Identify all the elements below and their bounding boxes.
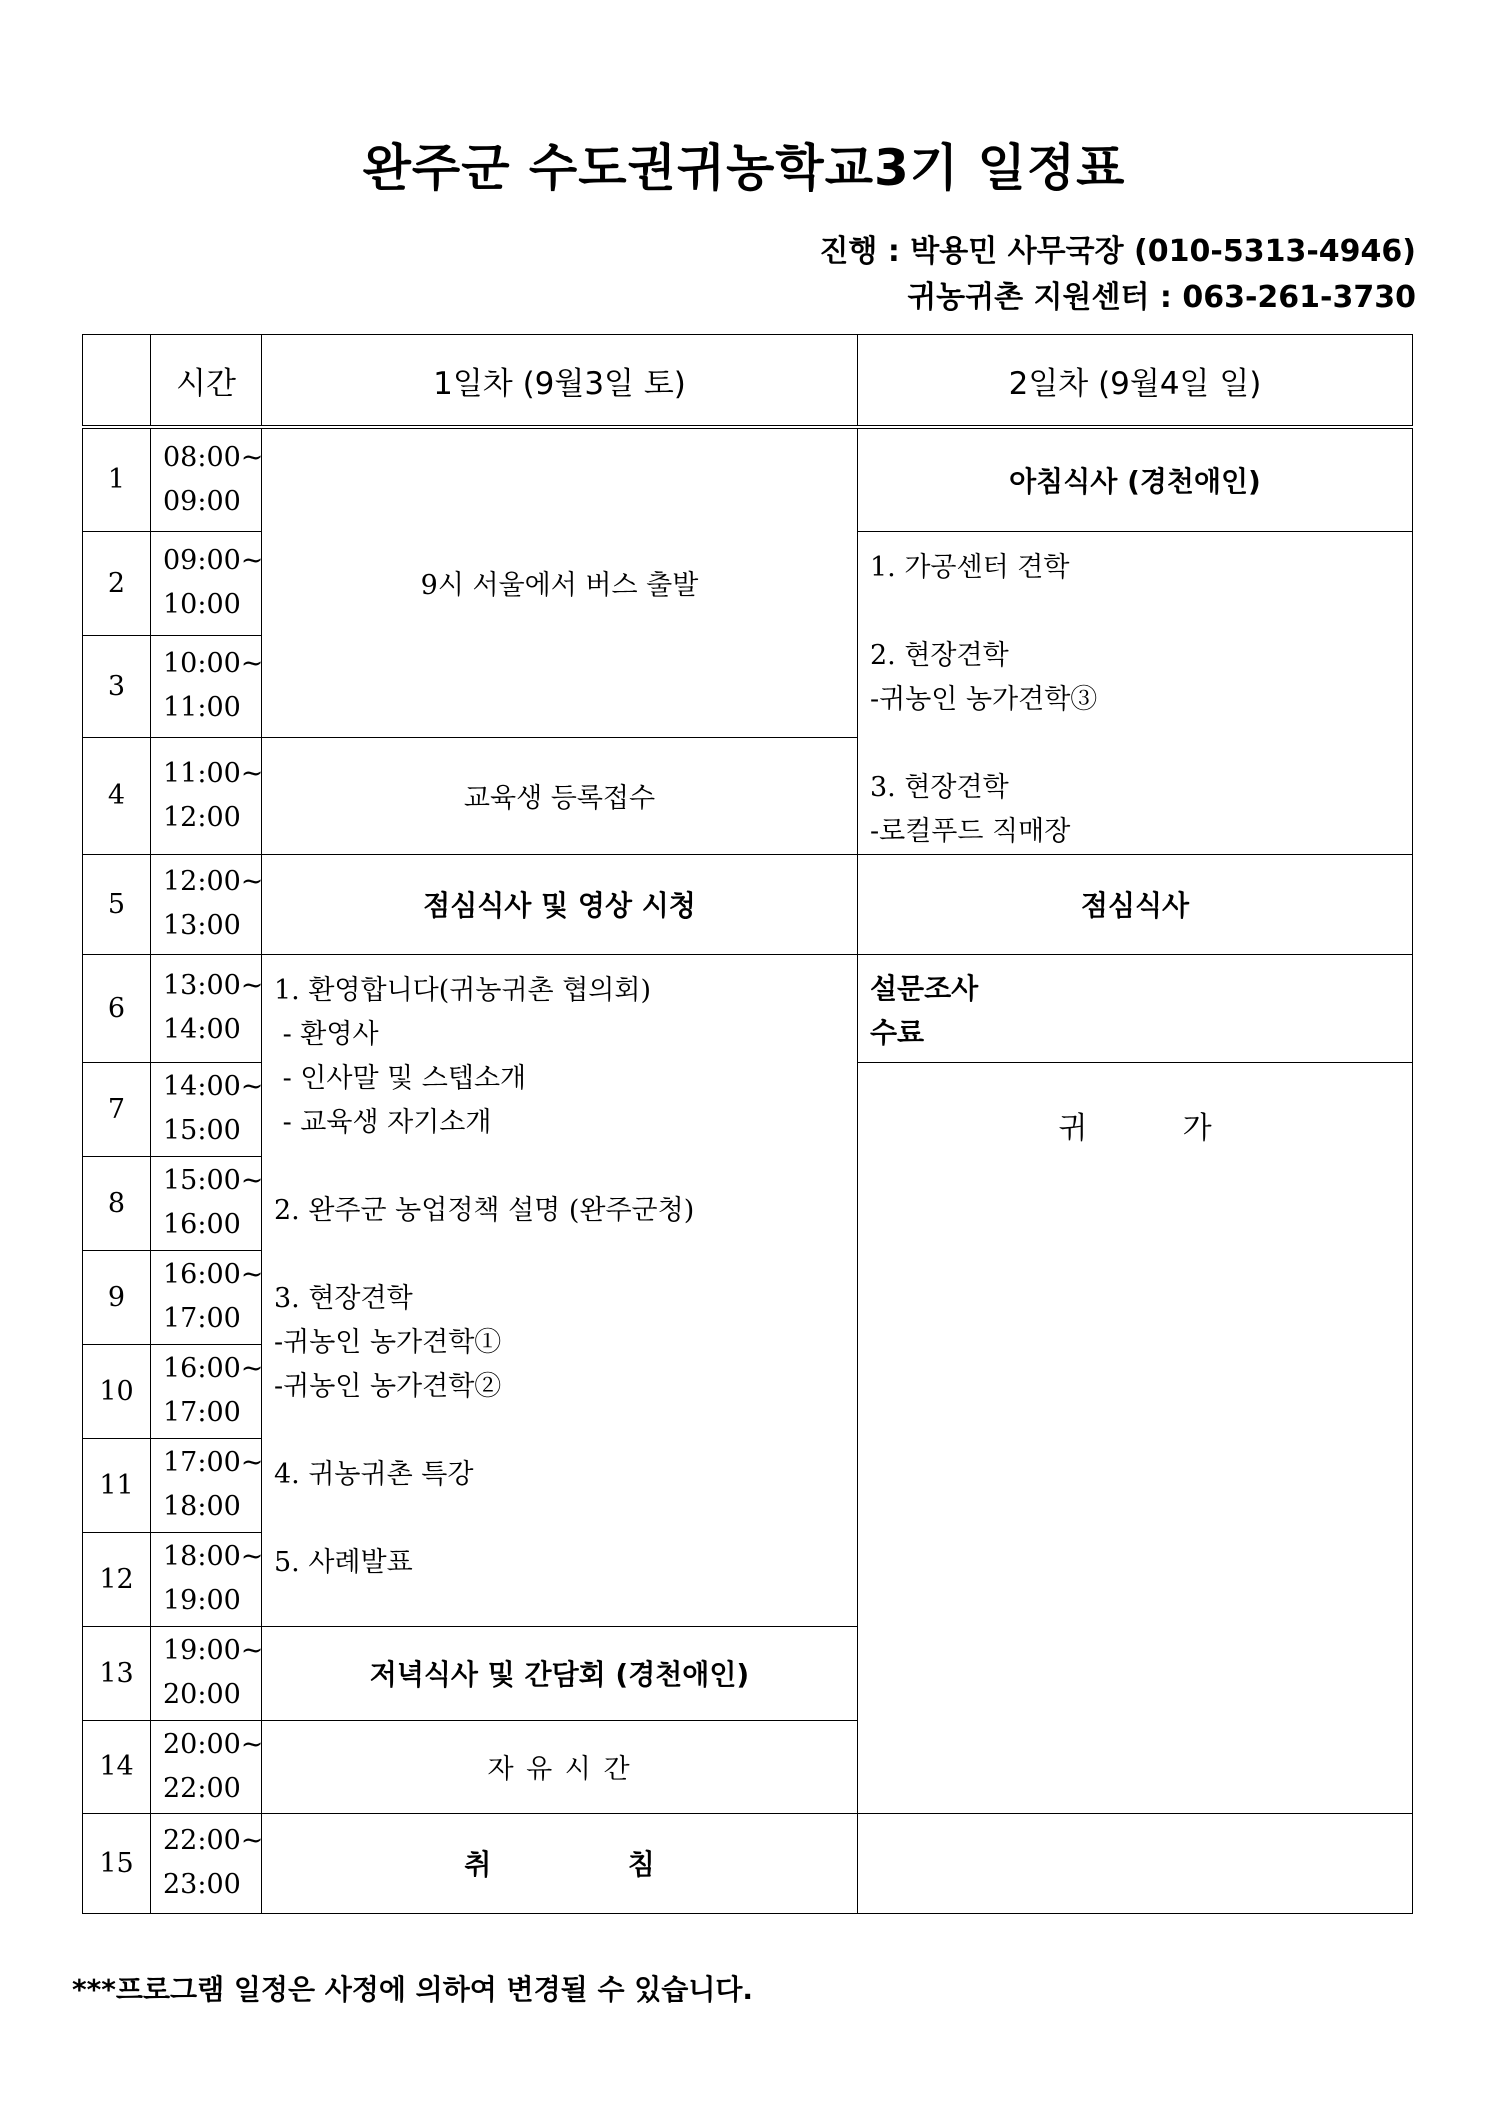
table-row — [83, 954, 1413, 1062]
row-number: 12 — [83, 1532, 151, 1626]
row-time: 14:00~ 15:00 — [151, 1062, 262, 1156]
row-number: 8 — [83, 1156, 151, 1250]
day2-tours: 1. 가공센터 견학 2. 현장견학 -귀농인 농가견학③ 3. 현장견학 -로컬푸드 직매장 — [858, 531, 1413, 854]
row-number: 1 — [83, 427, 151, 531]
day1-lunch: 점심식사 및 영상 시청 — [262, 854, 858, 954]
table-row — [83, 854, 1413, 954]
row-number: 13 — [83, 1626, 151, 1720]
row-time: 16:00~ 17:00 — [151, 1344, 262, 1438]
row-number: 3 — [83, 635, 151, 737]
header-day1: 1일차 (9월3일 토) — [262, 335, 858, 428]
schedule-table — [82, 334, 1413, 1914]
row-time: 08:00~ 09:00 — [151, 427, 262, 531]
day2-empty-cell — [858, 1813, 1413, 1913]
table-row — [83, 427, 1413, 531]
day1-sleep: 취 침 — [262, 1813, 858, 1913]
row-time: 19:00~ 20:00 — [151, 1626, 262, 1720]
day1-registration: 교육생 등록접수 — [262, 737, 858, 854]
row-number: 4 — [83, 737, 151, 854]
row-time: 13:00~ 14:00 — [151, 954, 262, 1062]
row-time: 22:00~ 23:00 — [151, 1813, 262, 1913]
header-day2: 2일차 (9월4일 일) — [858, 335, 1413, 428]
row-time: 11:00~ 12:00 — [151, 737, 262, 854]
row-time: 09:00~ 10:00 — [151, 531, 262, 635]
header-num — [83, 335, 151, 428]
row-number: 11 — [83, 1438, 151, 1532]
center-contact: 귀농귀촌 지원센터 : 063-261-3730 — [907, 280, 1416, 315]
page-title: 완주군 수도권귀농학교3기 일정표 — [362, 139, 1126, 197]
header-row — [83, 335, 1413, 428]
row-time: 18:00~ 19:00 — [151, 1532, 262, 1626]
organizer-info: 진행 : 박용민 사무국장 (010-5313-4946) — [819, 234, 1416, 269]
day2-breakfast: 아침식사 (경천애인) — [858, 427, 1413, 531]
row-number: 7 — [83, 1062, 151, 1156]
row-number: 5 — [83, 854, 151, 954]
row-number: 6 — [83, 954, 151, 1062]
row-time: 16:00~ 17:00 — [151, 1250, 262, 1344]
row-time: 20:00~ 22:00 — [151, 1720, 262, 1813]
row-number: 14 — [83, 1720, 151, 1813]
day1-dinner: 저녁식사 및 간담회 (경천애인) — [262, 1626, 858, 1720]
row-time: 12:00~ 13:00 — [151, 854, 262, 954]
day2-go-home: 귀 가 — [858, 1062, 1413, 1813]
day1-free-time: 자 유 시 간 — [262, 1720, 858, 1813]
row-time: 10:00~ 11:00 — [151, 635, 262, 737]
day1-program: 1. 환영합니다(귀농귀촌 협의회) - 환영사 - 인사말 및 스텝소개 - 교육생 자기소개 2. 완주군 농업정책 설명 (완주군청) 3. 현장견학 -귀농인 농가견학① -귀농인 농가견학② 4. 귀농귀촌 특강 5. 사례발표 — [262, 954, 858, 1626]
day2-survey: 설문조사 수료 — [858, 954, 1413, 1062]
row-number: 9 — [83, 1250, 151, 1344]
header-time: 시간 — [151, 335, 262, 428]
table-row — [83, 1813, 1413, 1913]
row-time: 17:00~ 18:00 — [151, 1438, 262, 1532]
day2-lunch: 점심식사 — [858, 854, 1413, 954]
day1-bus-departure: 9시 서울에서 버스 출발 — [262, 427, 858, 737]
schedule-change-note: ***프로그램 일정은 사정에 의하여 변경될 수 있습니다. — [72, 1973, 754, 2006]
row-number: 10 — [83, 1344, 151, 1438]
row-number: 2 — [83, 531, 151, 635]
row-time: 15:00~ 16:00 — [151, 1156, 262, 1250]
row-number: 15 — [83, 1813, 151, 1913]
